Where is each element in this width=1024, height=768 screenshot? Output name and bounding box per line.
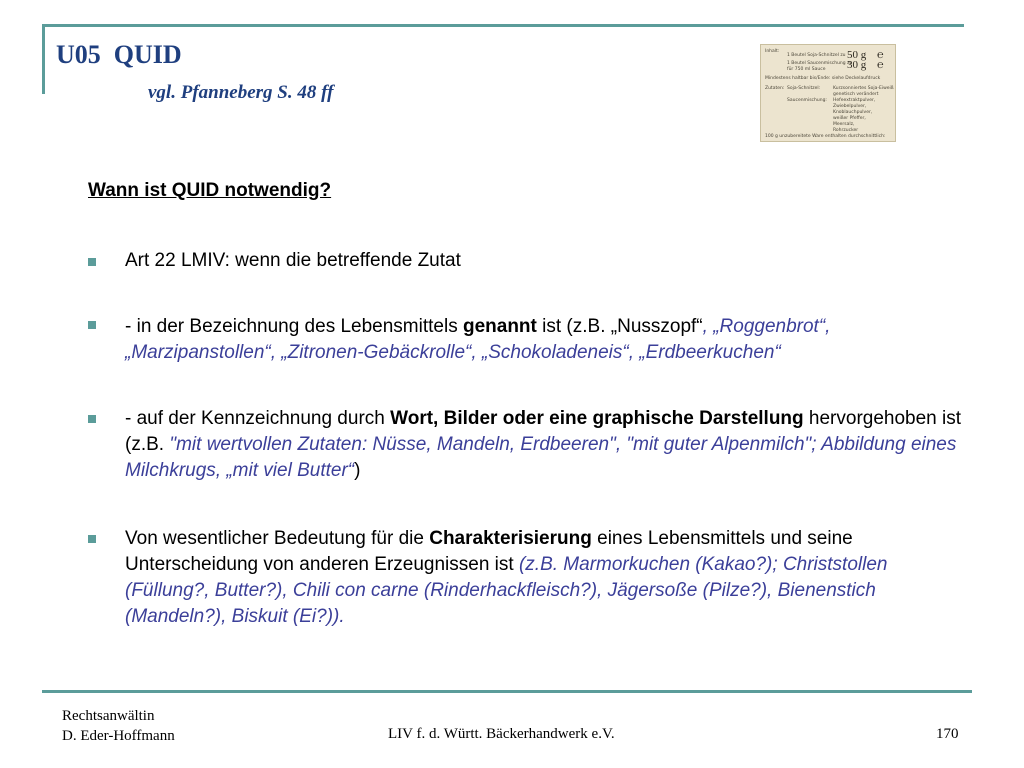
footer-author-title: Rechtsanwältin bbox=[62, 708, 155, 724]
text-run: eines Lebensmittels und seine Unterscheidung von anderen Erzeugnissen ist bbox=[125, 528, 853, 575]
bullet-icon bbox=[88, 258, 96, 266]
label-line: für 750 ml Sauce bbox=[787, 67, 826, 72]
text-run: Von wesentlicher Bedeutung für die bbox=[125, 528, 430, 549]
bullet-icon bbox=[88, 415, 96, 423]
bullet-item bbox=[125, 314, 970, 366]
label-line: genetisch verändert bbox=[833, 92, 879, 97]
label-line: 1 Beutel Saucenmischung zu bbox=[787, 61, 853, 66]
text-run: „Nusszopf“ bbox=[610, 316, 703, 337]
text-run: ) bbox=[354, 460, 361, 481]
footer-author-name: D. Eder-Hoffmann bbox=[62, 728, 175, 744]
label-e-mark: ℮ bbox=[877, 59, 884, 71]
product-label-image bbox=[760, 44, 896, 142]
text-run: - auf der Kennzeichnung durch bbox=[125, 408, 391, 429]
label-line: Kurzsonniertes Soja-Eiweiß bbox=[833, 86, 894, 91]
label-line: Meersalz, bbox=[833, 122, 855, 127]
label-weight: 30 g bbox=[847, 59, 867, 71]
bottom-rule bbox=[42, 690, 972, 693]
side-rule bbox=[42, 24, 45, 94]
slide-subtitle: vgl. Pfanneberg S. 48 ff bbox=[148, 82, 334, 103]
section-heading: Wann ist QUID notwendig? bbox=[88, 180, 332, 201]
top-rule bbox=[42, 24, 964, 27]
label-line: Zwiebelpulver, bbox=[833, 104, 867, 109]
footer-author bbox=[62, 706, 175, 746]
italic-run: "mit wertvollen Zutaten: Nüsse, Mandeln, Erdbeeren", "mit guter Alpenmilch"; Abbildung eines Milchkrugs, „mit viel Butter“ bbox=[125, 434, 957, 481]
label-line: Inhalt: bbox=[765, 49, 780, 54]
bullet-item bbox=[125, 526, 970, 630]
text-run: - in der Bezeichnung des Lebensmittels bbox=[125, 316, 463, 337]
bold-run: Wort, Bilder oder eine graphische Darstellung bbox=[390, 408, 804, 429]
label-line: Zutaten: bbox=[765, 86, 785, 91]
label-e-mark: ℮ bbox=[877, 49, 884, 61]
label-line: Hefeextraktpulver, bbox=[833, 98, 876, 103]
bold-run: genannt bbox=[462, 316, 537, 337]
label-line: Saucenmischung: bbox=[787, 98, 827, 103]
label-line: 1 Beutel Soja-Schnitzel zu bbox=[787, 53, 846, 58]
label-line: Rohrzucker bbox=[833, 128, 859, 133]
label-line: Soja-Schnitzel: bbox=[787, 86, 821, 91]
page-number: 170 bbox=[936, 726, 959, 742]
bullet-item: Art 22 LMIV: wenn die betreffende Zutat bbox=[125, 250, 461, 271]
bullet-item bbox=[125, 406, 970, 484]
italic-run: , „Roggenbrot“, „Marzipanstollen“, „Zitronen-Gebäckrolle“, „Schokoladeneis“, „Erdbeerkuchen“ bbox=[125, 316, 831, 363]
bold-run: Charakterisierung bbox=[429, 528, 592, 549]
text-run: hervorgehoben ist (z.B. bbox=[125, 408, 962, 455]
footer-organization: LIV f. d. Württ. Bäckerhandwerk e.V. bbox=[388, 726, 615, 742]
label-line: Knoblauchpulver, bbox=[833, 110, 873, 115]
label-weight: 50 g bbox=[847, 49, 867, 61]
italic-run: (z.B. Marmorkuchen (Kakao?); Christstollen (Füllung?, Butter?), Chili con carne (Rinderhackfleisch?), Jägersoße (Pilze?), Bienenstich (Mandeln?), Biskuit (Ei?)). bbox=[125, 554, 888, 627]
label-line: 100 g unzubereitete Ware enthalten durchschnittlich: bbox=[765, 134, 886, 139]
text-run: ist (z.B. bbox=[536, 316, 611, 337]
bullet-icon bbox=[88, 321, 96, 329]
bullet-icon bbox=[88, 535, 96, 543]
label-line: Mindestens haltbar bis/Ende: siehe Deckelaufdruck bbox=[765, 76, 881, 81]
label-line: weißer Pfeffer, bbox=[833, 116, 866, 121]
slide-title: U05 QUID bbox=[56, 40, 182, 69]
